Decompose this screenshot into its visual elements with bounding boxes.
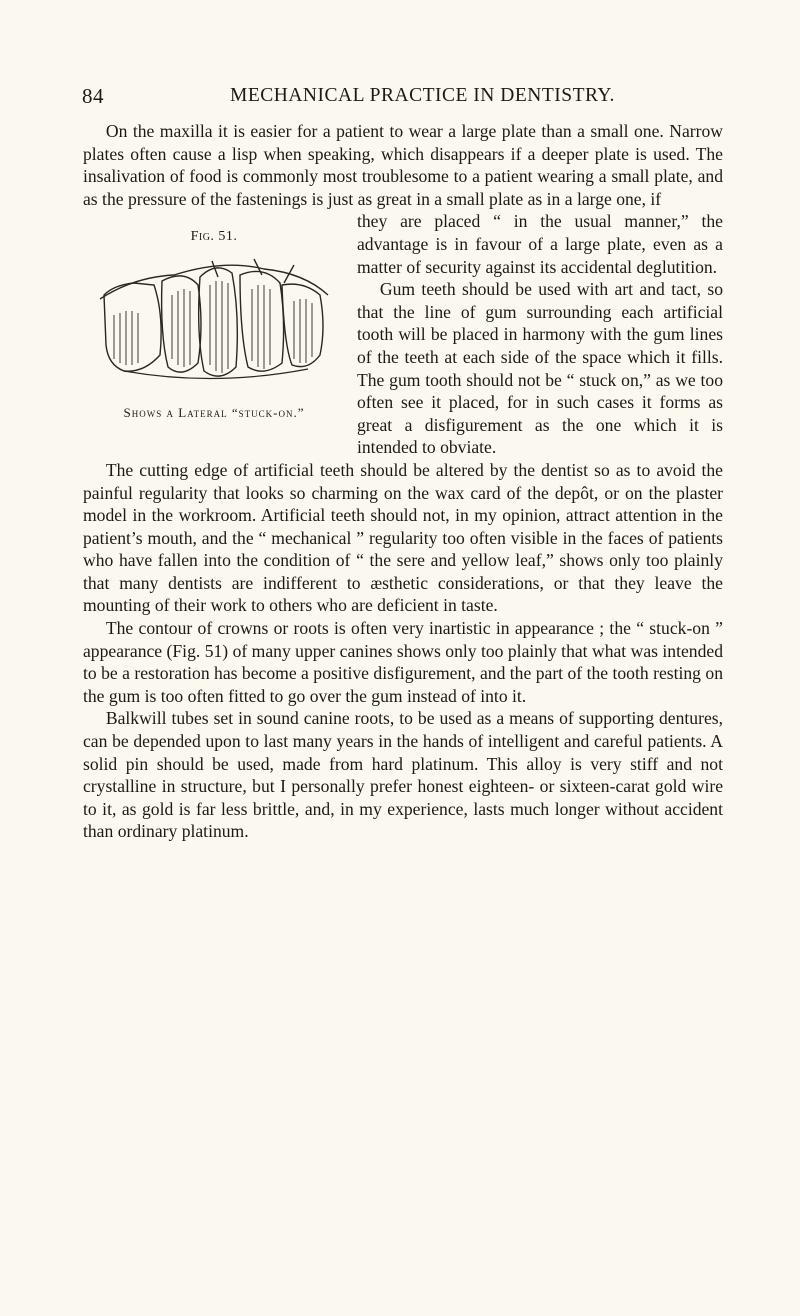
paragraph-2: Gum teeth should be used with art and tact, so that the line of gum surrounding each artificial tooth will be placed in harmony with the gum lines of the teeth at each side of the space which it fills. The gum tooth should not be “ stuck on,” as we too often see it placed, for in such cases it forms as great a disfigurement as the one which it is intended to obviate. [357,279,723,458]
page-number: 84 [82,84,104,108]
paragraph-1: On the maxilla it is easier for a patient to wear a large plate than a small one. Narrow plates often cause a lisp when speaking, which disappears if a deeper plate is used. The insalivation of food is commonly most troublesome to a patient wearing a small plate, and as the pressure of the fastenings is just as great in a small plate as in a large one, if [83,121,723,209]
figure-caption: Shows a Lateral “stuck-on.” [123,405,305,421]
paragraph-5: Balkwill tubes set in sound canine roots, to be used as a means of supporting dentures, can be depended upon to last many years in the hands of intelligent and careful patients. A solid pin should be used, made from hard platinum. This alloy is very stiff and not crystalline in structure, but I personally prefer honest eighteen- or sixteen-carat gold wire to it, as gold is far less brittle, and, in my experience, lasts much longer without accident than ordinary platinum. [83,708,723,842]
figure-51 [83,218,345,442]
paragraph-3: The cutting edge of artificial teeth should be altered by the dentist so as to avoid the painful regularity that looks so charming on the wax card of the depôt, or on the plaster model in the workroom. Artificial teeth should not, in my opinion, attract attention in the patient’s mouth, and the “ mechanical ” regularity too often visible in the faces of patients who have fallen into the condition of “ the sere and yellow leaf,” shows only too plainly that many dentists are indifferent to æsthetic considerations, or that they leave the mounting of their work to others who are deficient in taste. [83,459,723,616]
body-text [83,120,723,843]
figure-label: Fig. 51. [190,229,238,245]
paragraph-4: The contour of crowns or roots is often very inartistic in appearance ; the “ stuck-on ” appearance (Fig. 51) of many upper canines shows only too plainly that what was intended to be a restoration has become a positive disfigurement, and the part of the tooth resting on the gum is too often fitted to go over the gum instead of into it. [83,618,723,706]
paragraph-1-continued: they are placed “ in the usual manner,” the advantage is in favour of a large plate, even as a matter of security against its accidental deglutition. [357,211,723,277]
teeth-stuck-on-illustration [94,255,334,393]
running-title: MECHANICAL PRACTICE IN DENTISTRY. [230,85,615,106]
